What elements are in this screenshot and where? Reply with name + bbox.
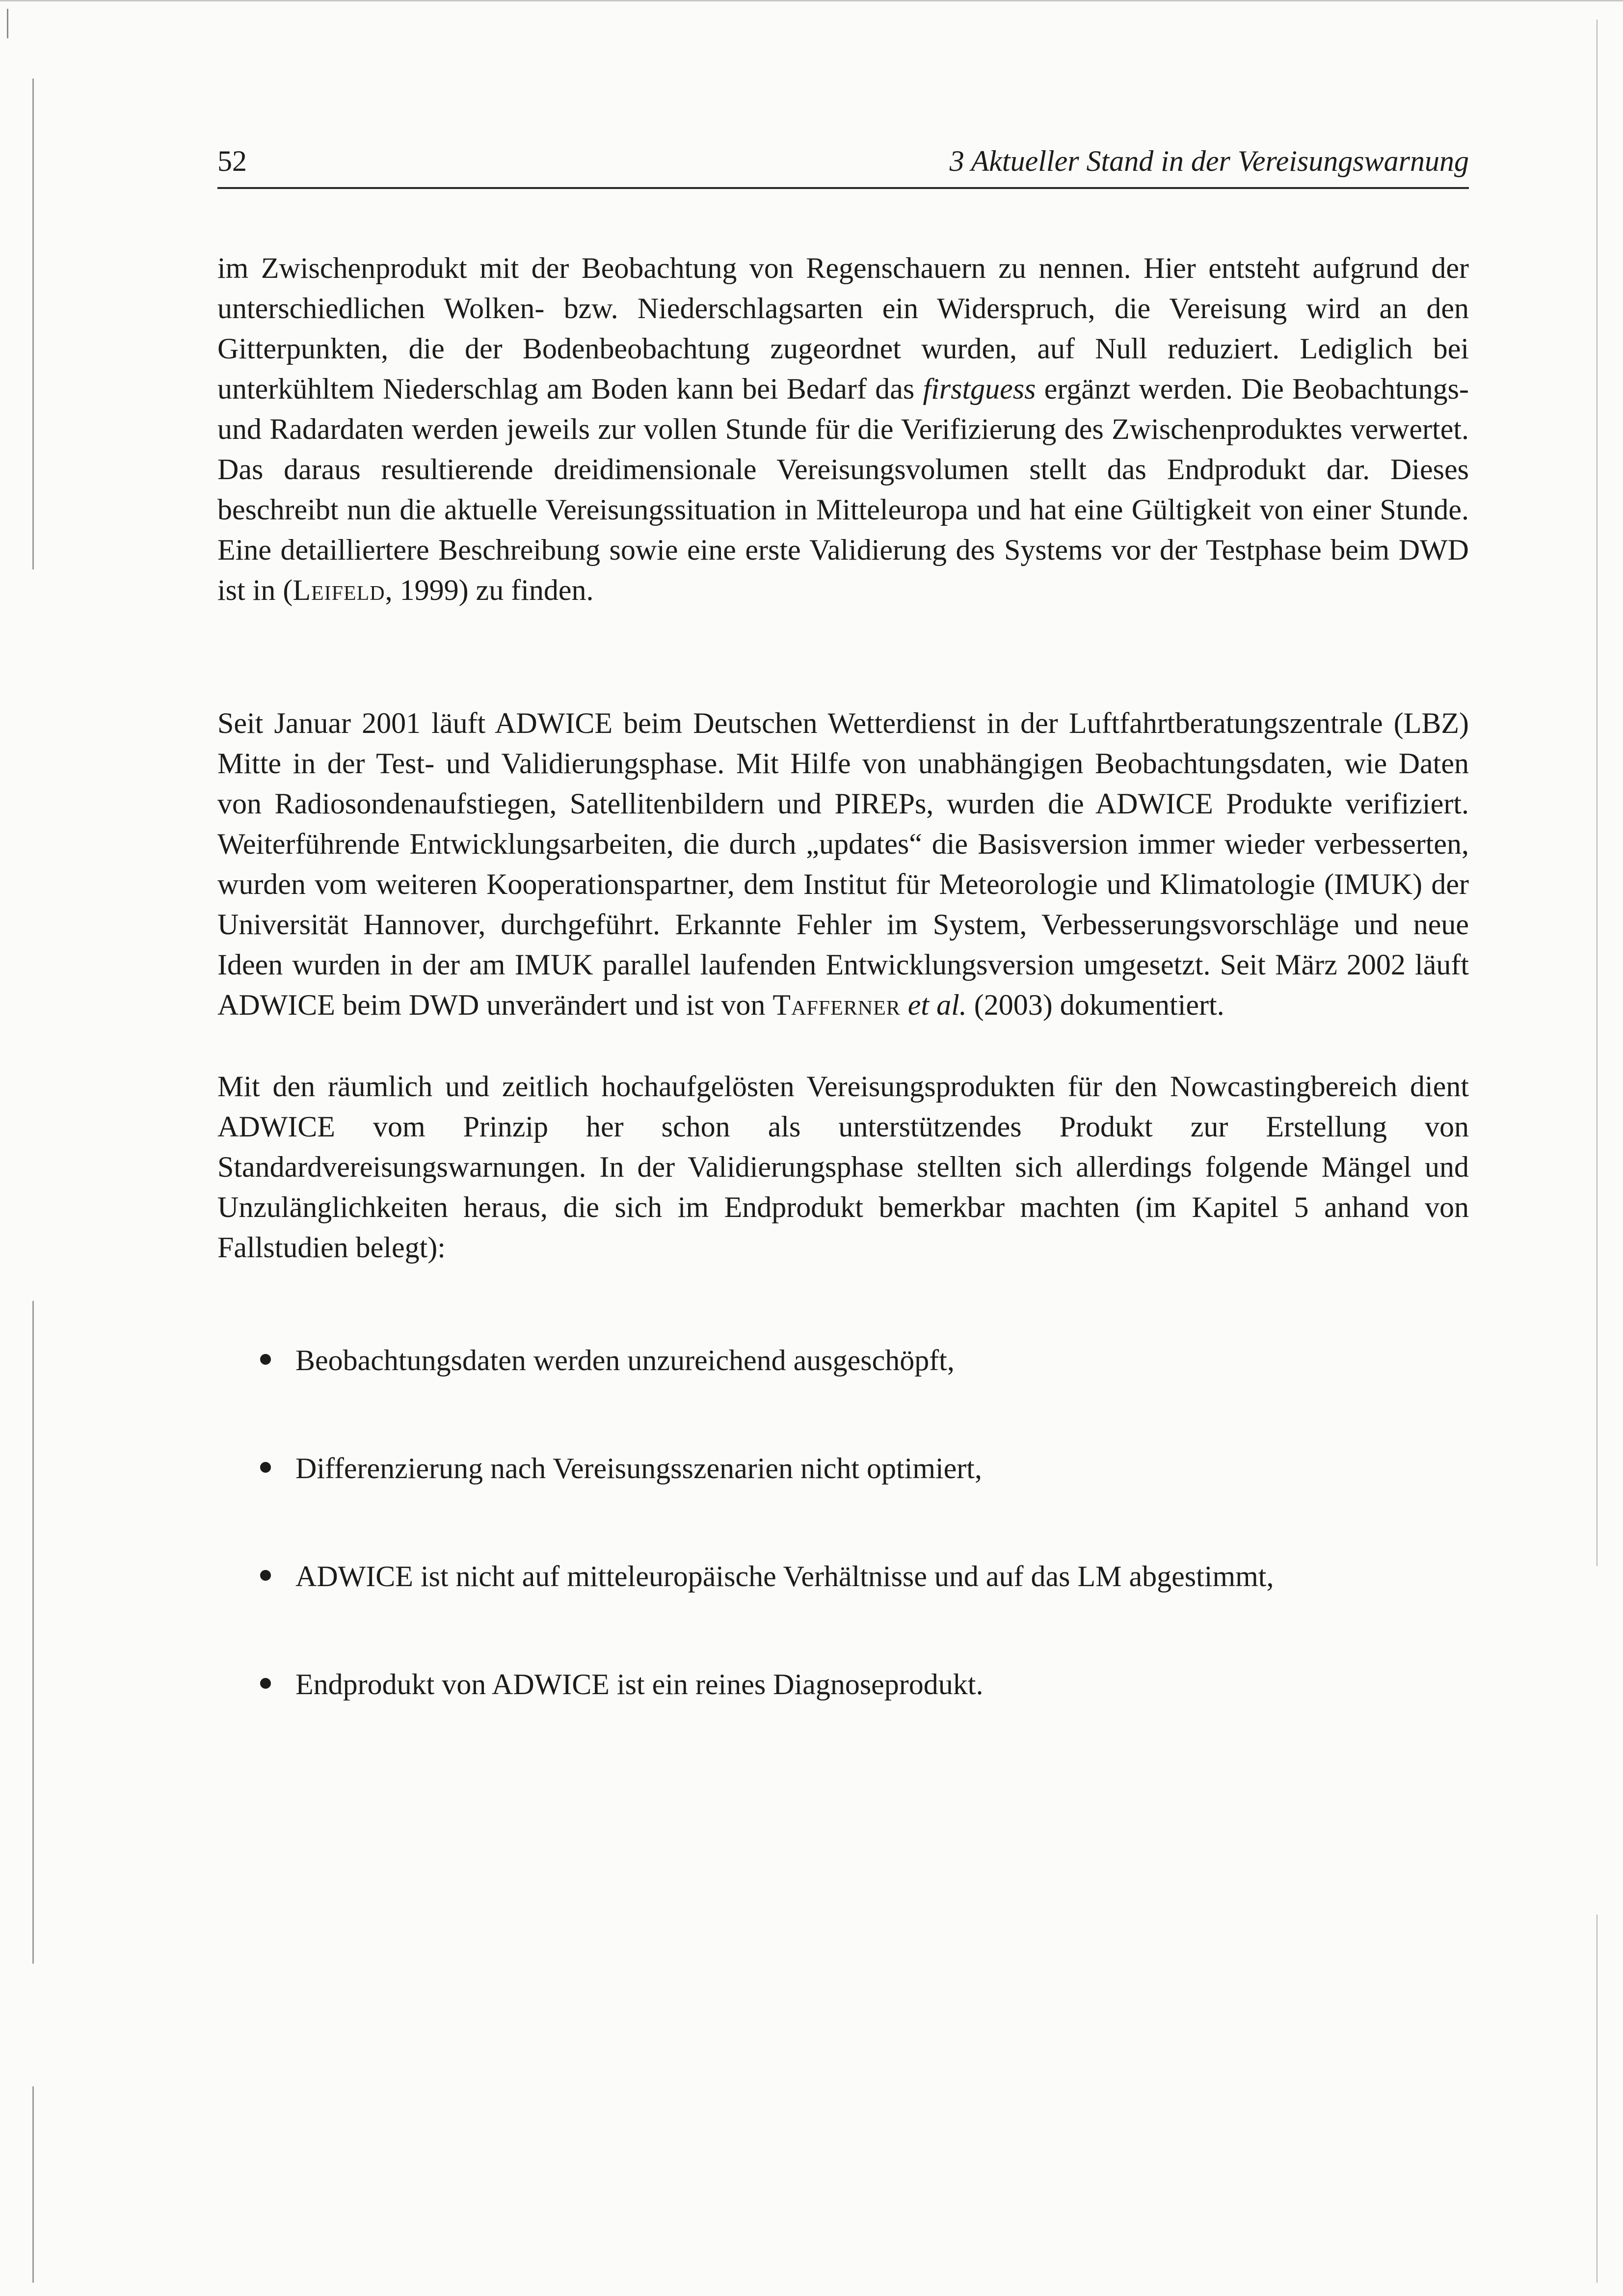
scan-left-edge-line-lower [32, 1301, 34, 1964]
page-number: 52 [217, 145, 247, 177]
bullet-icon [260, 1354, 271, 1365]
paragraph-adwice-history [217, 703, 1469, 1025]
bullet-icon [260, 1570, 271, 1581]
paragraph-text: , 1999) zu finden. [385, 574, 594, 606]
citation-author: Leifeld [293, 574, 385, 606]
citation-author: Tafferner [772, 989, 901, 1021]
scan-left-edge-line-bottom [32, 2086, 34, 2283]
running-head: 3 Aktueller Stand in der Vereisungswarnung [949, 145, 1469, 177]
list-item [260, 1664, 1472, 1772]
paragraph-text: Seit Januar 2001 läuft ADWICE beim Deutschen Wetterdienst in der Luftfahrtberatungszentrale (LBZ) Mitte in der Test- und Validierungsphase. Mit Hilfe von unabhängigen Beobachtungsdaten, wie Daten von Radiosondenaufstiegen, Satellitenbildern und PIREPs, wurden die ADWICE Produkte verifiziert. Weiterführende Entwicklungsarbeiten, die durch „updates“ die Basisversion immer wieder verbesserten, wurden vom weiteren Kooperationspartner, dem Institut für Meteorologie und Klimatologie (IMUK) der Universität Hannover, durchgeführt. Erkannte Fehler im System, Verbesserungsvorschläge und neue Ideen wurden in der am IMUK parallel laufenden Entwicklungsversion umgesetzt. Seit März 2002 läuft ADWICE beim DWD unverändert und ist von [217, 707, 1469, 1021]
scan-right-edge-line-lower [1596, 1915, 1597, 2283]
scan-top-edge [0, 0, 1623, 1]
scan-right-edge-line [1596, 20, 1597, 1566]
list-item-text: Differenzierung nach Vereisungsszenarien nicht optimiert, [295, 1452, 982, 1485]
bullet-icon [260, 1462, 271, 1473]
page-header [217, 140, 1469, 189]
paragraph-text: Mit den räumlich und zeitlich hochaufgelösten Vereisungsprodukten für den Nowcastingbereich dient ADWICE vom Prinzip her schon als unterstützendes Produkt zur Erstellung von Standardvereisungswarnungen. In der Validierungsphase stellten sich allerdings folgende Mängel und Unzulänglichkeiten heraus, die sich im Endprodukt bemerkbar machten (im Kapitel 5 anhand von Fallstudien belegt): [217, 1070, 1469, 1264]
bullet-icon [260, 1678, 271, 1689]
paragraph-text: im Zwischenprodukt mit der Beobachtung von Regenschauern zu nennen. Hier entsteht aufgrund der unterschiedlichen Wolken- bzw. Niederschlagsarten ein Widerspruch, die Vereisung wird an den Gitterpunkten, die der Bodenbeobachtung zugeordnet wurden, auf Null reduziert. Lediglich bei unterkühltem Niederschlag am Boden kann bei Bedarf das [217, 252, 1469, 405]
paragraph-ice-product [217, 248, 1469, 610]
scan-left-edge-line [32, 79, 34, 569]
paragraph-deficiencies [217, 1066, 1469, 1268]
list-item-text: Beobachtungsdaten werden unzureichend ausgeschöpft, [295, 1344, 955, 1377]
list-item [260, 1556, 1472, 1664]
term-firstguess: firstguess [923, 373, 1036, 405]
paragraph-text: (2003) dokumentiert. [966, 989, 1224, 1021]
list-item [260, 1340, 1472, 1448]
deficiency-list [260, 1340, 1472, 1772]
paragraph-text: ergänzt werden. Die Beobachtungs- und Radardaten werden jeweils zur vollen Stunde für die Verifizierung des Zwischenproduktes verwertet. Das daraus resultierende dreidimensionale Vereisungsvolumen stellt das Endprodukt dar. Dieses beschreibt nun die aktuelle Vereisungssituation in Mitteleuropa und hat eine Gültigkeit von einer Stunde. Eine detailliertere Beschreibung sowie eine erste Validierung des Systems vor der Testphase beim DWD ist in ( [217, 373, 1469, 606]
list-item-text: ADWICE ist nicht auf mitteleuropäische Verhältnisse und auf das LM abgestimmt, [295, 1560, 1274, 1593]
scan-left-mark [7, 9, 8, 38]
list-item-text: Endprodukt von ADWICE ist ein reines Diagnoseprodukt. [295, 1668, 984, 1701]
citation-etal: et al. [907, 989, 967, 1021]
list-item [260, 1448, 1472, 1556]
